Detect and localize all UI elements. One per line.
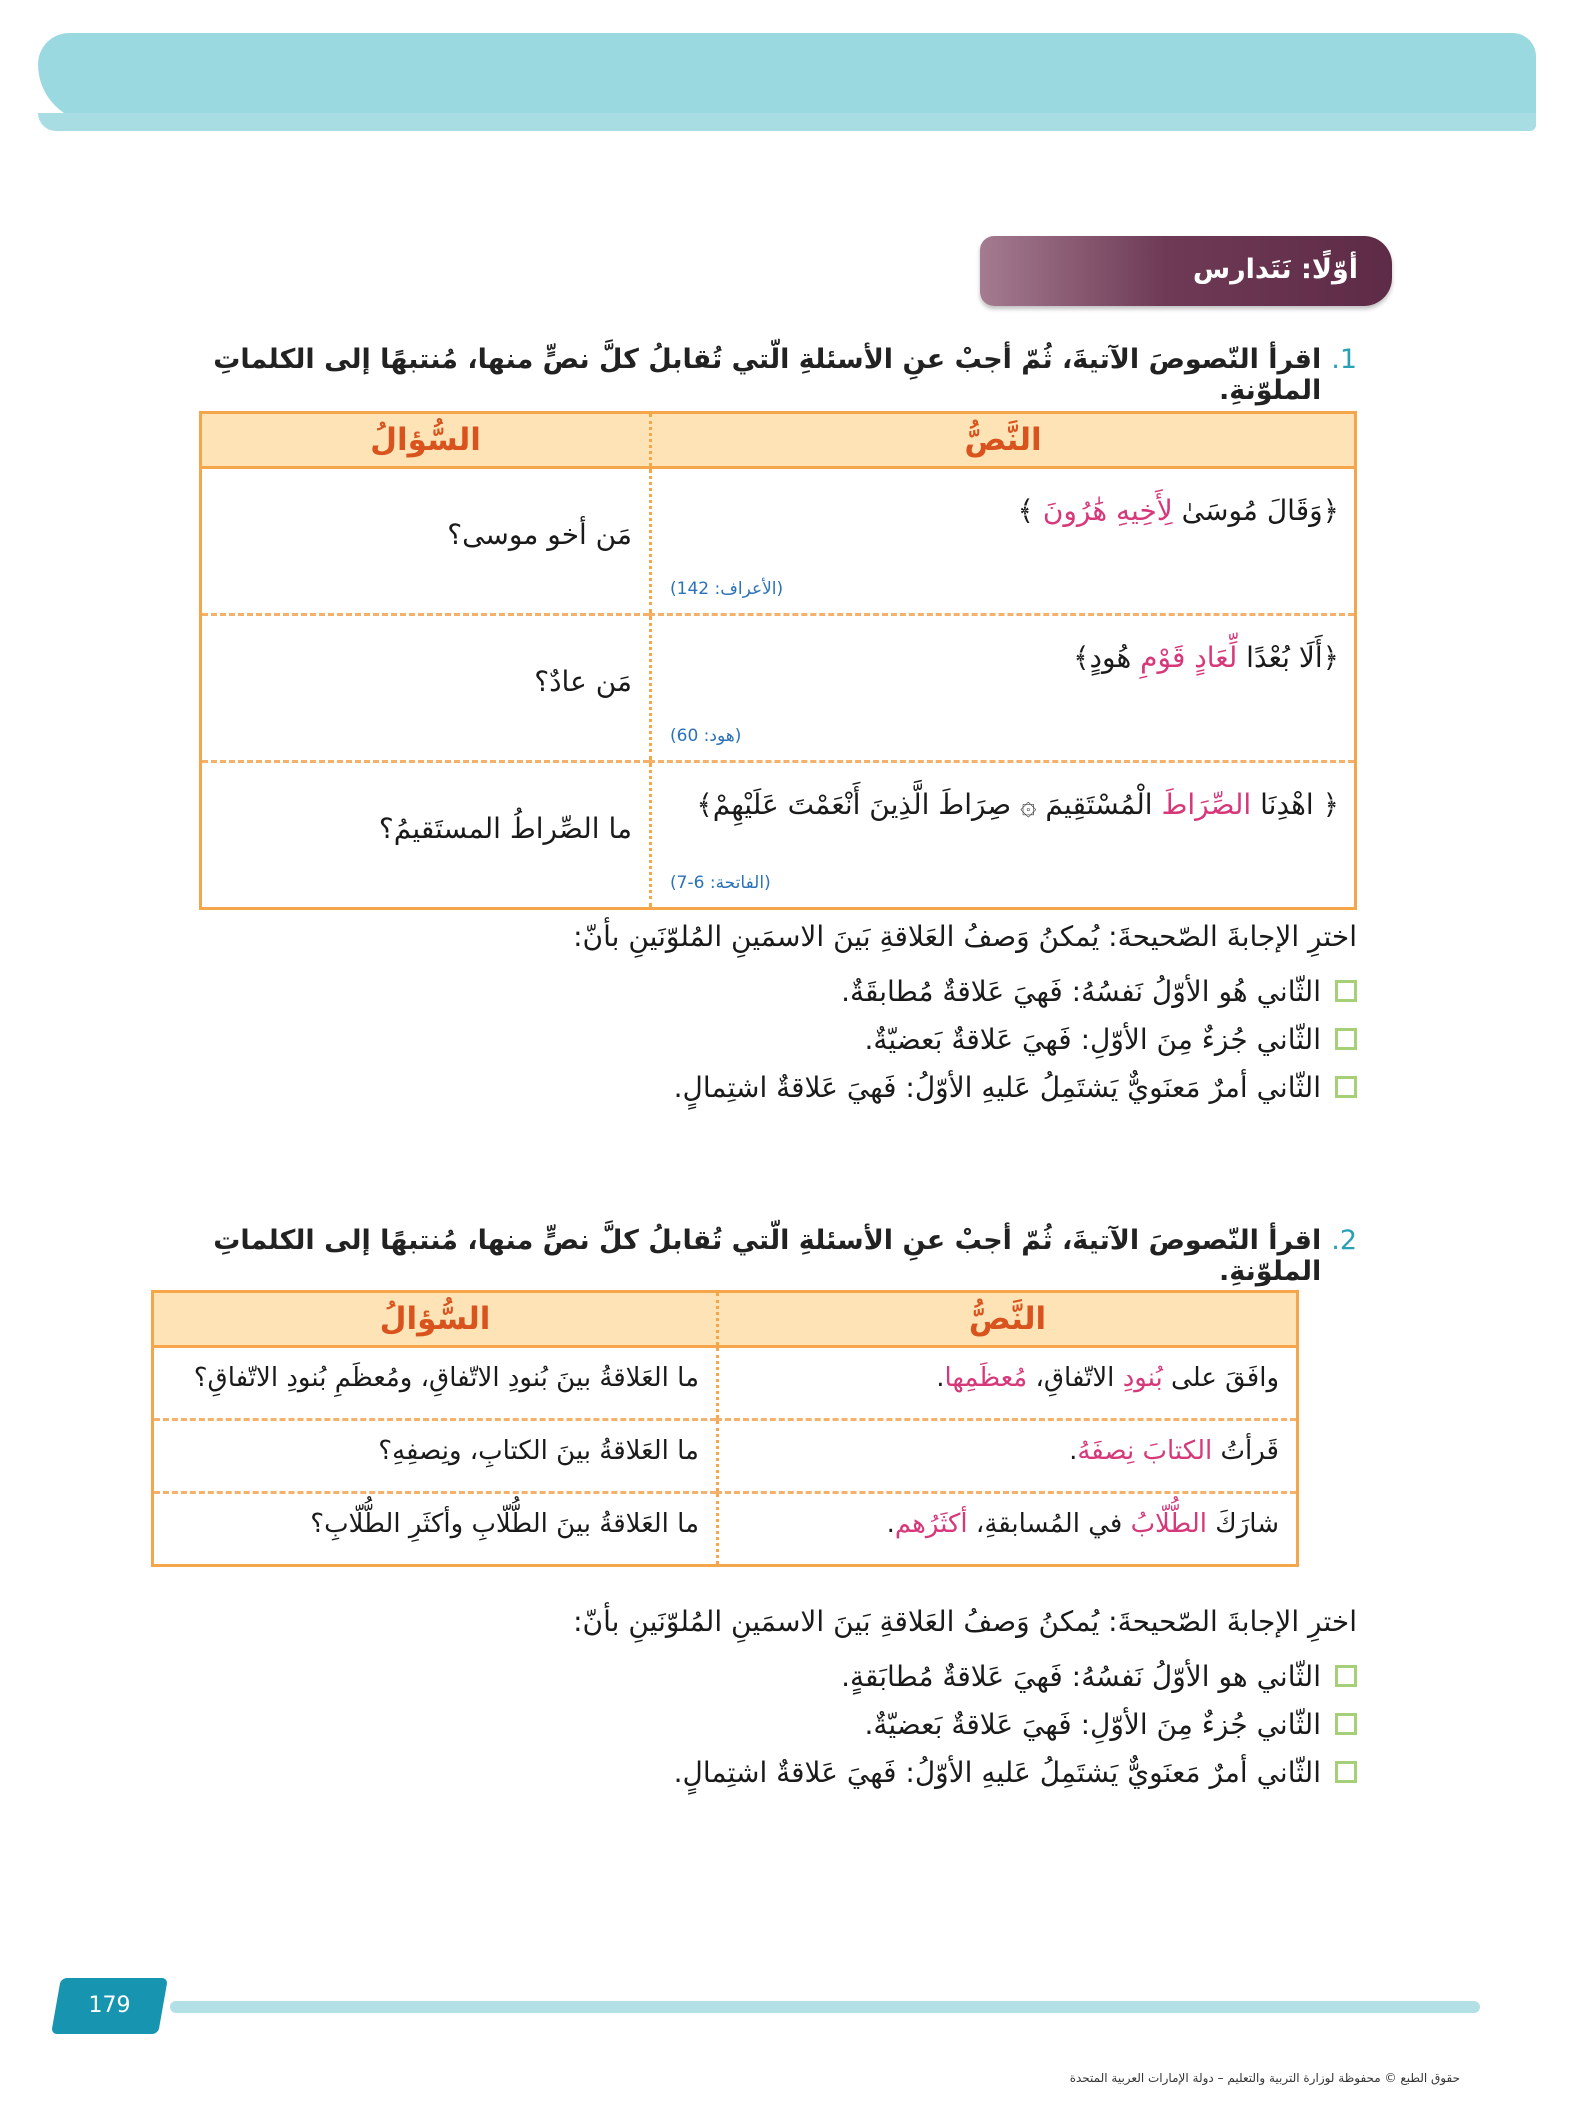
question-text: ما العَلاقةُ بينَ الكتابِ، ونِصفِهِ؟ bbox=[378, 1436, 699, 1466]
option-label: الثّاني هو الأوّلُ نَفسُهُ: فَهيَ عَلاقةٌ مُطابَقةٍ. bbox=[841, 1659, 1321, 1693]
verse-reference: (الفاتحة: 6-7) bbox=[670, 873, 771, 893]
exercise-2-choices bbox=[177, 1605, 1357, 1796]
option-label: الثّاني أمرٌ مَعنَويٌّ يَشتَمِلُ عَليهِ الأوّلُ: فَهيَ عَلاقةٌ اشتِمالٍ. bbox=[673, 1755, 1321, 1789]
exercise-1-instruction-text: اقرأ النّصوصَ الآتيةَ، ثُمّ أجبْ عنِ الأسئلةِ الّتي تُقابلُ كلَّ نصٍّ منها، مُنتبهًا إلى الكلماتِ الملوّنةِ. bbox=[213, 344, 1322, 406]
exercise-2-number: 2. bbox=[1331, 1225, 1357, 1256]
option-label: الثّاني جُزءٌ مِنَ الأوّلِ: فَهيَ عَلاقةٌ بَعضيّةٌ. bbox=[864, 1707, 1321, 1741]
option-item[interactable] bbox=[177, 1748, 1357, 1796]
verse: ﴿أَلَا بُعْدًا لِّعَادٍ قَوْمِ هُودٍ﴾ bbox=[1073, 641, 1339, 674]
exercise-1-number: 1. bbox=[1331, 344, 1357, 375]
checkbox[interactable] bbox=[1335, 1028, 1357, 1050]
text-cell bbox=[651, 615, 1356, 762]
header-question: السُّؤالُ bbox=[201, 413, 651, 468]
bottom-banner bbox=[170, 2001, 1480, 2013]
option-label: الثّاني أمرٌ مَعنَويٌّ يَشتَمِلُ عَليهِ الأوّلُ: فَهيَ عَلاقةٌ اشتِمالٍ. bbox=[673, 1070, 1321, 1104]
table-row bbox=[153, 1420, 1298, 1493]
question-cell bbox=[153, 1493, 718, 1566]
question-text: ما الصِّراطُ المستَقيمُ؟ bbox=[378, 812, 632, 845]
question-text: ما العَلاقةُ بينَ الطُّلّابِ وأكثَرِ الطُّلّابِ؟ bbox=[310, 1509, 699, 1539]
option-item[interactable] bbox=[177, 1700, 1357, 1748]
highlighted-word: لِأَخِيهِ هَٰرُونَ bbox=[1042, 494, 1173, 527]
option-item[interactable] bbox=[177, 1652, 1357, 1700]
highlighted-word: نِصفَهُ bbox=[1077, 1436, 1135, 1466]
text-cell: قَرأتُ الكتابَ نِصفَهُ. bbox=[718, 1420, 1298, 1493]
text-cell: شارَكَ الطُّلّابُ في المُسابقةِ، أكثَرُهم. bbox=[718, 1493, 1298, 1566]
text-cell bbox=[651, 468, 1356, 615]
option-item[interactable] bbox=[177, 1015, 1357, 1063]
question-text: مَن أخو موسى؟ bbox=[447, 518, 632, 551]
header-question: السُّؤالُ bbox=[153, 1292, 718, 1347]
exercise-2-instruction bbox=[177, 1225, 1357, 1287]
copyright-notice: حقوق الطبع © محفوظة لوزارة التربية والتعليم – دولة الإمارات العربية المتحدة bbox=[1069, 2071, 1460, 2085]
checkbox[interactable] bbox=[1335, 1665, 1357, 1687]
highlighted-word: أكثَرُهم bbox=[894, 1509, 968, 1539]
header-text: النَّصُّ bbox=[718, 1292, 1298, 1347]
highlighted-word: مُعظَمِها bbox=[944, 1363, 1028, 1393]
highlighted-word: بُنودِ bbox=[1122, 1363, 1163, 1393]
option-label: الثّاني جُزءٌ مِنَ الأوّلِ: فَهيَ عَلاقةٌ بَعضيّةٌ. bbox=[864, 1022, 1321, 1056]
exercise-1-instruction bbox=[177, 344, 1357, 406]
option-item[interactable] bbox=[177, 1063, 1357, 1111]
table-row bbox=[153, 1347, 1298, 1420]
header-text: النَّصُّ bbox=[651, 413, 1356, 468]
table-row bbox=[201, 468, 1356, 615]
text-cell: وافَقَ على بُنودِ الاتّفاقِ، مُعظَمِها. bbox=[718, 1347, 1298, 1420]
highlighted-word: الطُّلّابُ bbox=[1130, 1509, 1208, 1539]
table-row bbox=[153, 1493, 1298, 1566]
top-banner bbox=[38, 33, 1536, 123]
question-cell bbox=[153, 1347, 718, 1420]
checkbox[interactable] bbox=[1335, 1076, 1357, 1098]
page-number-badge bbox=[51, 1978, 168, 2034]
choice-prompt: اخترِ الإجابةَ الصّحيحةَ: يُمكنُ وَصفُ العَلاقةِ بَينَ الاسمَينِ المُلوّنَينِ بأنّ: bbox=[573, 920, 1357, 953]
page-number: 179 bbox=[88, 1993, 131, 2018]
exercise-2-table bbox=[151, 1290, 1299, 1567]
section-tab bbox=[980, 236, 1392, 306]
verse-reference: (الأعراف: 142) bbox=[670, 579, 784, 599]
table-row bbox=[201, 615, 1356, 762]
text-cell bbox=[651, 762, 1356, 909]
table-row bbox=[201, 762, 1356, 909]
exercise-1-table bbox=[199, 411, 1357, 910]
option-label: الثّاني هُو الأوّلُ نَفسُهُ: فَهيَ عَلاقةٌ مُطابقَةٌ. bbox=[841, 974, 1321, 1008]
question-text: ما العَلاقةُ بينَ بُنودِ الاتّفاقِ، ومُعظَمِ بُنودِ الاتّفاقِ؟ bbox=[193, 1363, 699, 1393]
question-text: مَن عادٌ؟ bbox=[534, 665, 632, 698]
exercise-2-instruction-text: اقرأ النّصوصَ الآتيةَ، ثُمّ أجبْ عنِ الأسئلةِ الّتي تُقابلُ كلَّ نصٍّ منها، مُنتبهًا إلى الكلماتِ الملوّنةِ. bbox=[213, 1225, 1322, 1287]
question-cell bbox=[201, 615, 651, 762]
checkbox[interactable] bbox=[1335, 1713, 1357, 1735]
verse: ﴿وَقَالَ مُوسَىٰ لِأَخِيهِ هَٰرُونَ ﴾ bbox=[1017, 494, 1339, 527]
highlighted-word: لِّعَادٍ قَوْمِ bbox=[1140, 641, 1238, 674]
section-tab-label: أوّلًا: نَتَدارس bbox=[1192, 254, 1358, 285]
verse: ﴿ اهْدِنَا الصِّرَاطَ الْمُسْتَقِيمَ ۞ صِرَاطَ الَّذِينَ أَنْعَمْتَ عَلَيْهِمْ﴾ bbox=[696, 788, 1339, 821]
highlighted-word: الكتابَ bbox=[1142, 1436, 1213, 1466]
question-cell bbox=[201, 468, 651, 615]
verse-reference: (هود: 60) bbox=[670, 726, 742, 746]
choice-prompt: اخترِ الإجابةَ الصّحيحةَ: يُمكنُ وَصفُ العَلاقةِ بَينَ الاسمَينِ المُلوّنَينِ بأنّ: bbox=[573, 1605, 1357, 1638]
exercise-1-choices bbox=[177, 920, 1357, 1111]
highlighted-word: الصِّرَاطَ bbox=[1161, 788, 1252, 821]
checkbox[interactable] bbox=[1335, 980, 1357, 1002]
checkbox[interactable] bbox=[1335, 1761, 1357, 1783]
question-cell bbox=[153, 1420, 718, 1493]
question-cell bbox=[201, 762, 651, 909]
option-item[interactable] bbox=[177, 967, 1357, 1015]
